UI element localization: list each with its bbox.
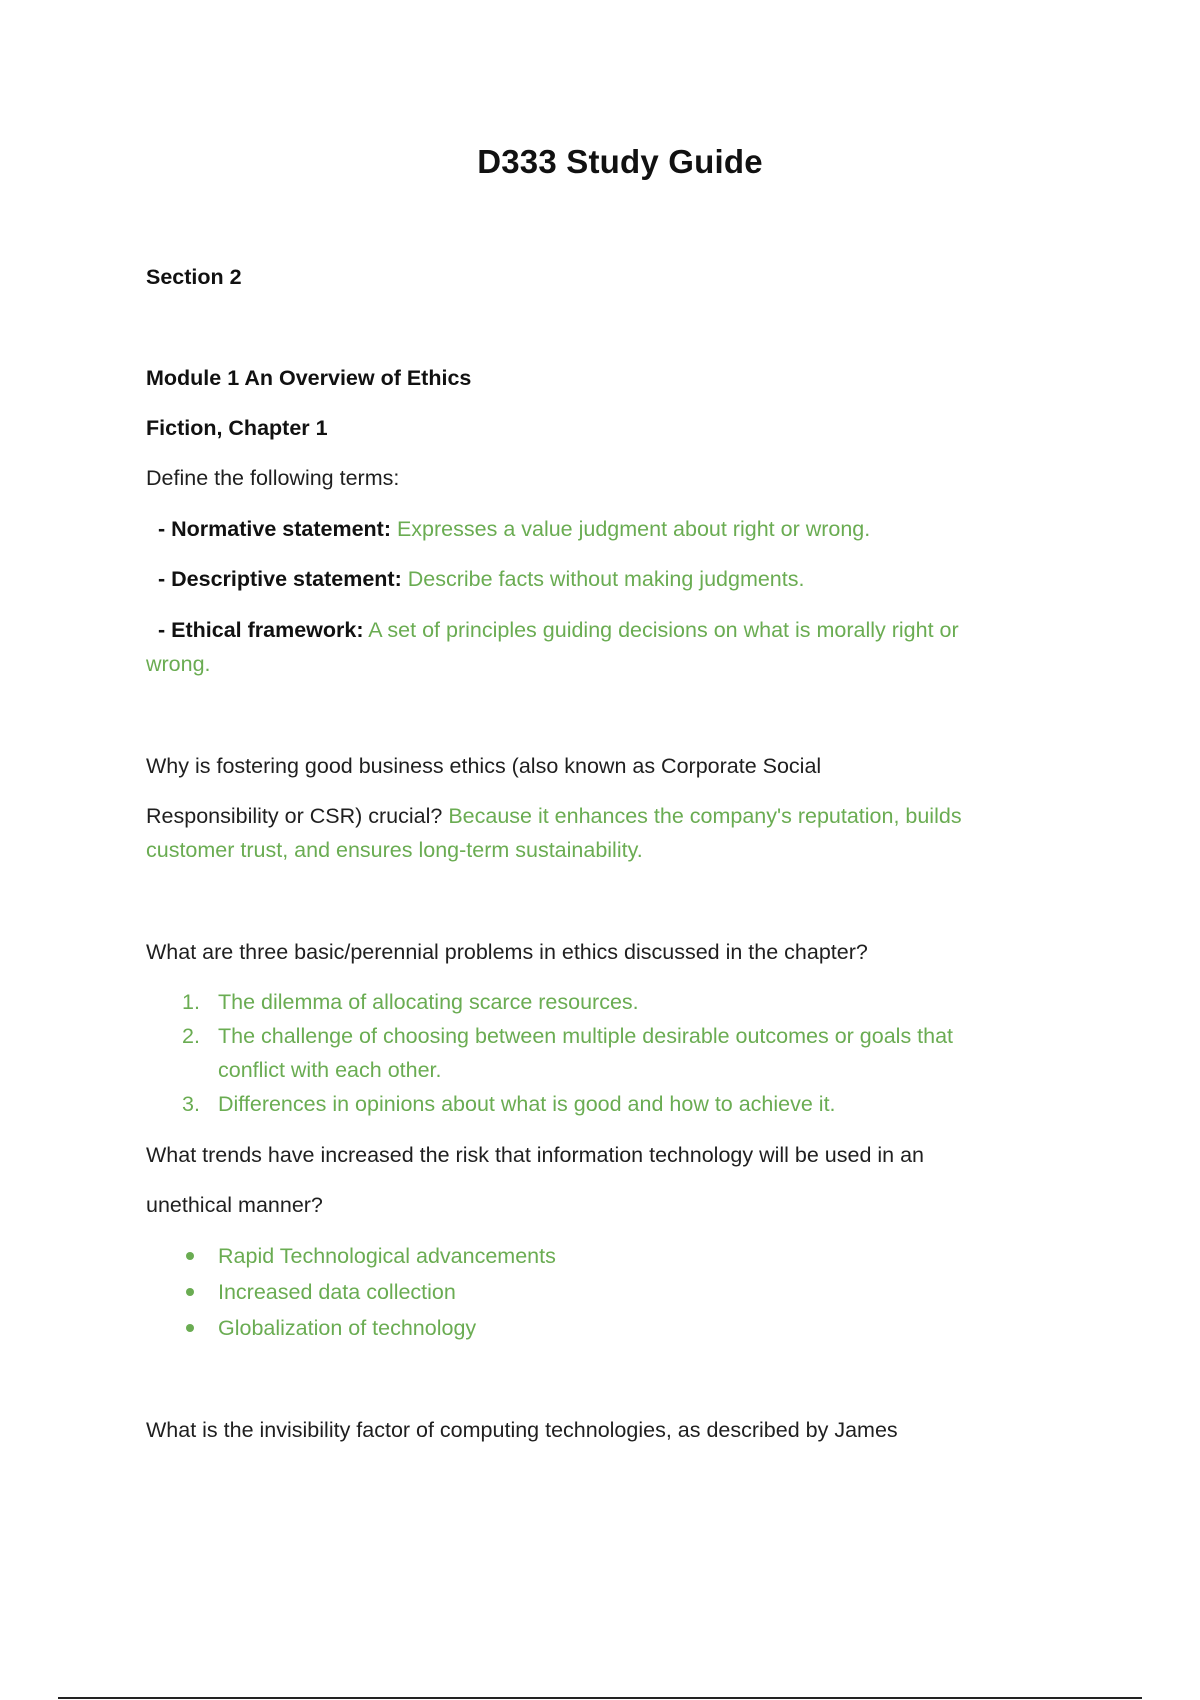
answer-csr: Because it enhances the company's reputation, builds: [448, 804, 962, 828]
term-label: - Normative statement:: [158, 517, 391, 541]
bullet-icon: [186, 1324, 194, 1332]
bottom-divider: [58, 1697, 1142, 1699]
term-descriptive: [158, 562, 804, 596]
list-item: The challenge of choosing between multiple desirable outcomes or goals that: [218, 1024, 954, 1048]
question-trends-line1: What trends have increased the risk that information technology will be used in an: [146, 1143, 925, 1167]
list-item: Differences in opinions about what is good and how to achieve it.: [218, 1092, 836, 1116]
bullet-item: Globalization of technology: [218, 1316, 477, 1340]
question-csr-line2: [146, 799, 962, 833]
bullet-icon: [186, 1288, 194, 1296]
term-answer-continued: wrong.: [146, 652, 211, 676]
question-problems: What are three basic/perennial problems in ethics discussed in the chapter?: [146, 940, 868, 964]
question-csr-line1: Why is fostering good business ethics (also known as Corporate Social: [146, 754, 822, 778]
chapter-heading: Fiction, Chapter 1: [146, 416, 328, 440]
bullet-icon: [186, 1252, 194, 1260]
page-title: D333 Study Guide: [477, 143, 763, 180]
section-heading: Section 2: [146, 265, 242, 289]
list-item-continued: conflict with each other.: [218, 1058, 442, 1082]
term-label: - Descriptive statement:: [158, 567, 402, 591]
bullet-item: Rapid Technological advancements: [218, 1244, 556, 1268]
term-normative: [158, 512, 870, 546]
term-answer: A set of principles guiding decisions on what is morally right or: [368, 618, 959, 642]
module-heading: Module 1 An Overview of Ethics: [146, 366, 472, 390]
term-ethical-framework: [158, 613, 959, 647]
question-invisibility: What is the invisibility factor of computing technologies, as described by James: [146, 1418, 898, 1442]
question-csr-text: Responsibility or CSR) crucial?: [146, 804, 443, 828]
bullet-item: Increased data collection: [218, 1280, 456, 1304]
term-answer: Expresses a value judgment about right or wrong.: [396, 517, 871, 541]
answer-csr-continued: customer trust, and ensures long-term sustainability.: [146, 838, 643, 862]
term-answer: Describe facts without making judgments.: [407, 567, 805, 591]
list-item: The dilemma of allocating scarce resources.: [218, 990, 639, 1014]
list-number: 2.: [182, 1024, 200, 1048]
term-label: - Ethical framework:: [158, 618, 364, 642]
list-number: 3.: [182, 1092, 200, 1116]
question-trends-line2: unethical manner?: [146, 1193, 323, 1217]
list-number: 1.: [182, 990, 200, 1014]
define-prompt: Define the following terms:: [146, 466, 400, 490]
